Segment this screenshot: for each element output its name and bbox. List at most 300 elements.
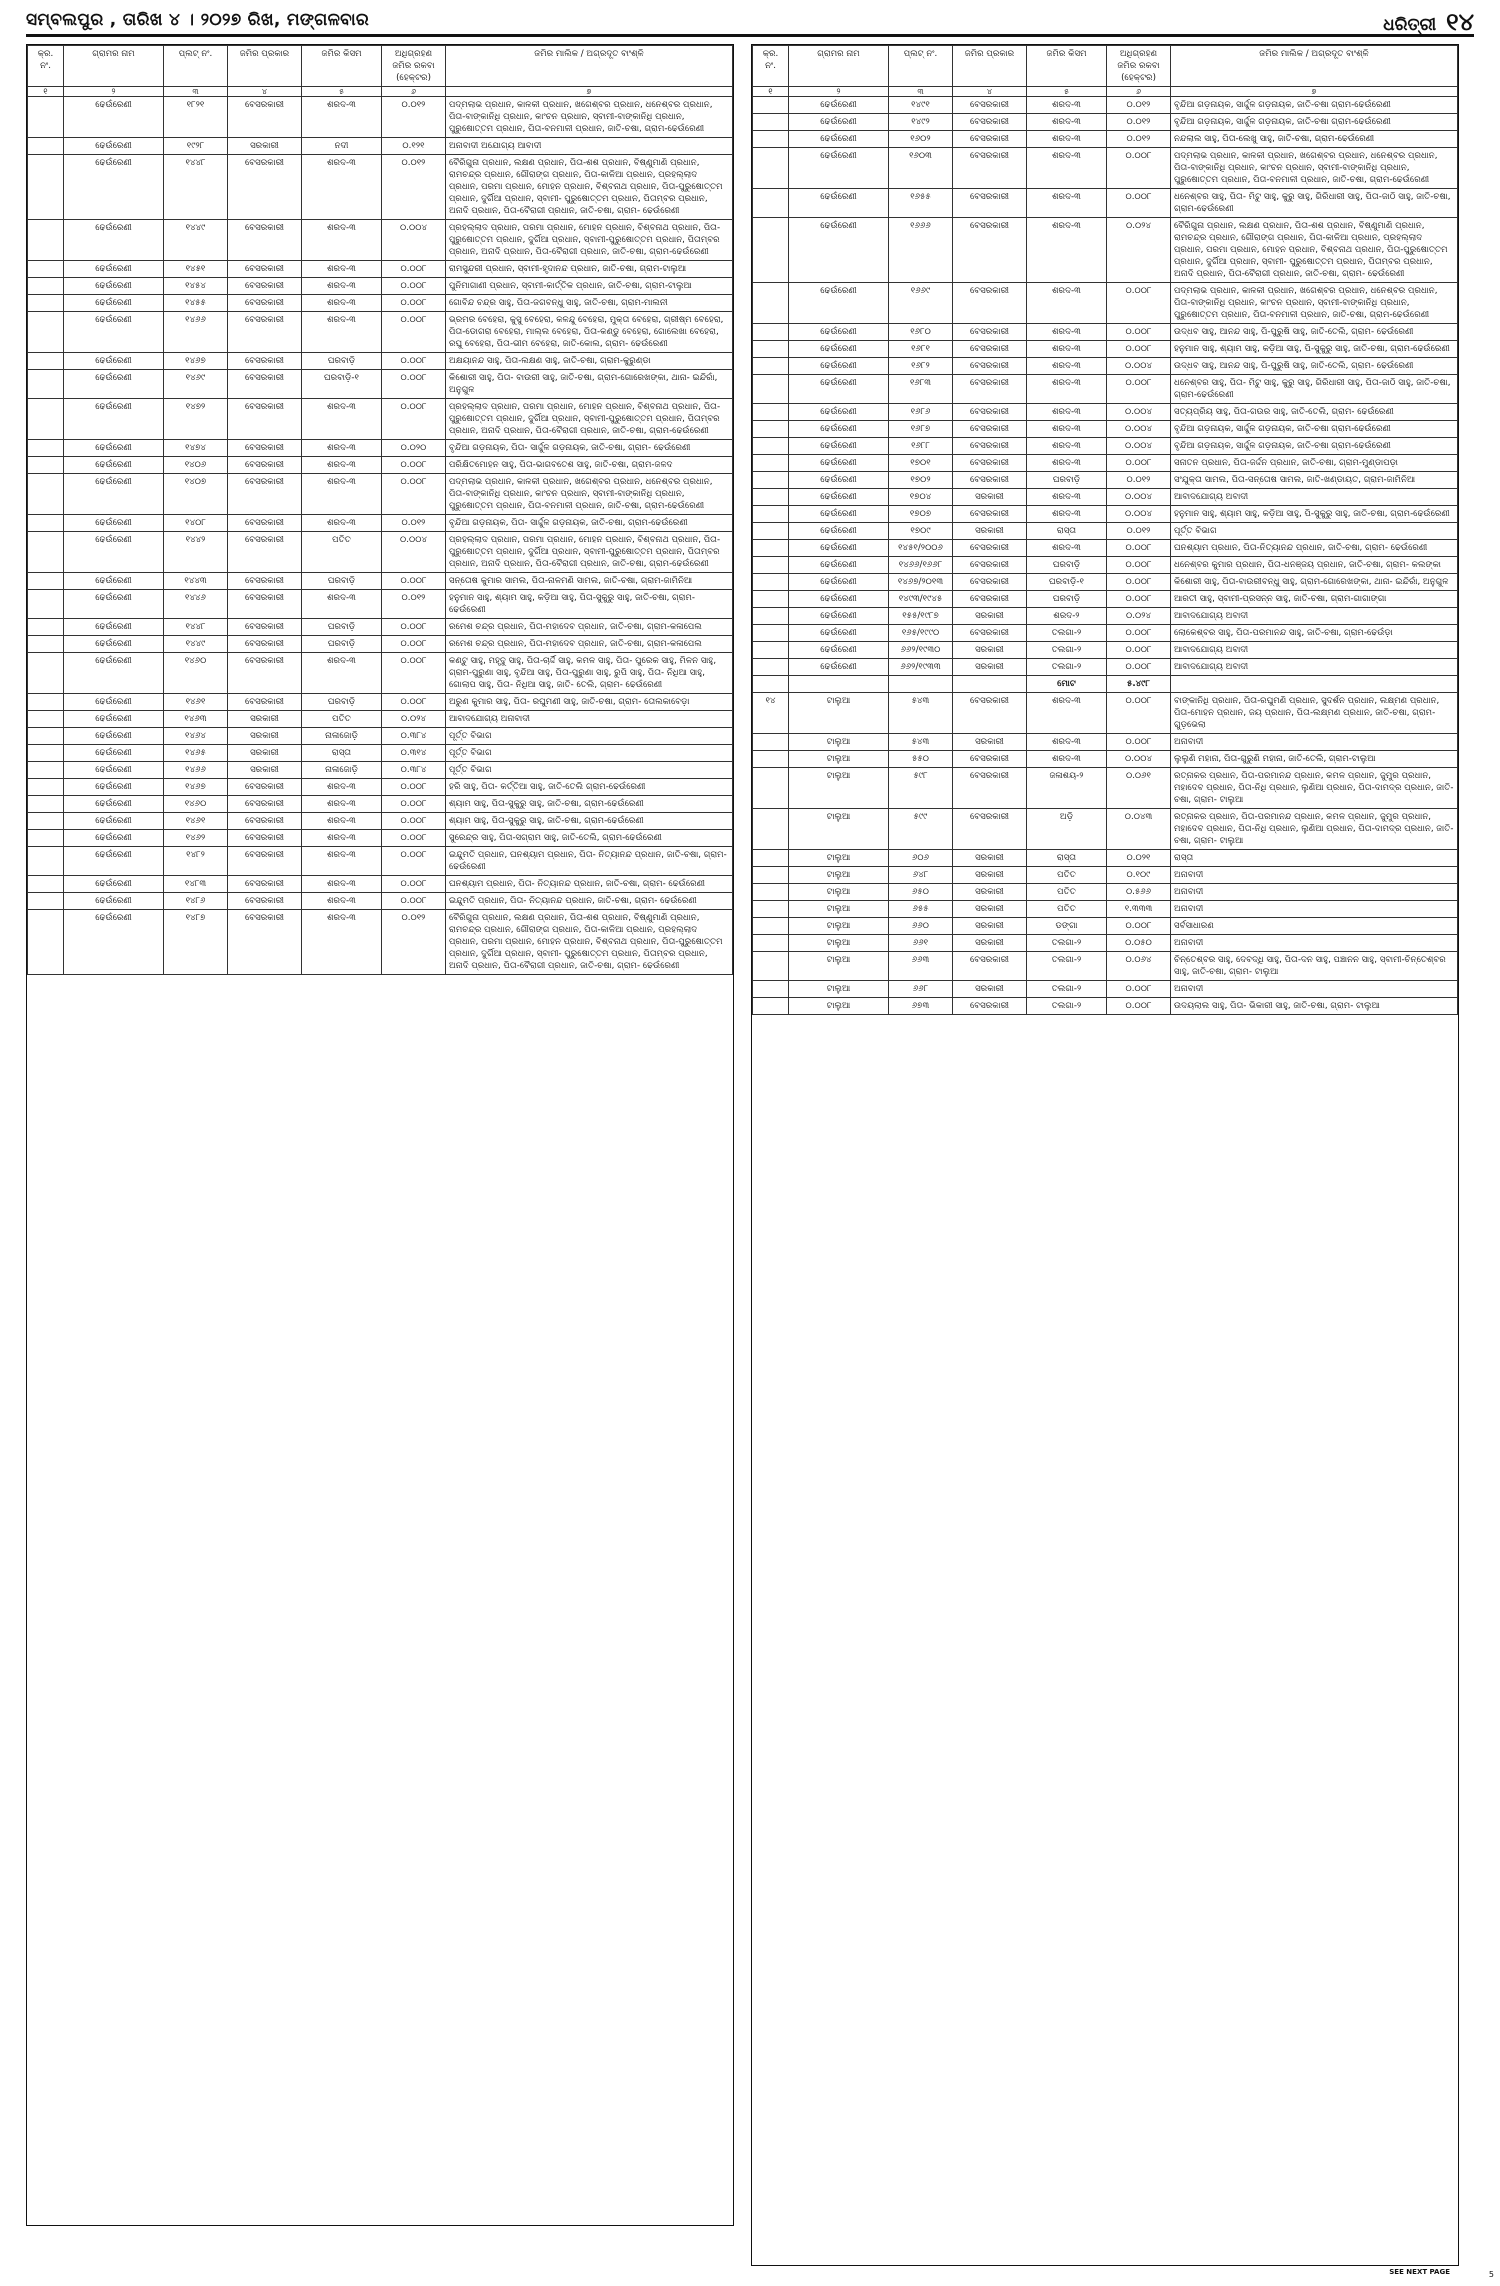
cell-area: ୦.୦୦୮ xyxy=(1107,642,1171,659)
cell-sl xyxy=(28,440,64,457)
cell-type: ବେସରକାରୀ xyxy=(953,952,1027,981)
cell-area: ୦.୦୦୪ xyxy=(1107,421,1171,438)
cell-type: ସରକାରୀ xyxy=(953,901,1027,918)
cell-village: ଢେଉଁରେଣୀ xyxy=(64,515,164,532)
cell-sl xyxy=(753,625,789,642)
cell-owner: ଅନାବାଦୀ xyxy=(1171,901,1458,918)
cell-sl xyxy=(28,830,64,847)
cell-owner: ବୃନ୍ଦିଆ ଗଡ଼ନାୟକ, ସାର୍ଦ୍ଦୁଳ ଗଡ଼ନାୟକ, ଜାତି-ଚଷା ଗ୍ରାମ-ଢେଉଁରେଣୀ xyxy=(1171,438,1458,455)
table-row xyxy=(753,901,1458,918)
cell-kisam: ଘରବାଡ଼ି xyxy=(1027,557,1107,574)
cell-sl xyxy=(753,131,789,148)
cell-type: ବେସରକାରୀ xyxy=(953,998,1027,1015)
cell-village: ଢେଉଁରେଣୀ xyxy=(789,375,889,404)
cell-kisam: ଜଳାଶୟ-୨ xyxy=(1027,768,1107,809)
cell-village: ଢେଉଁରେଣୀ xyxy=(789,489,889,506)
col-header-sl: କ୍ର. ନଂ. xyxy=(28,46,64,87)
cell-plot: ୧୪୪୯ xyxy=(164,220,228,261)
table-row xyxy=(753,489,1458,506)
column-number-row xyxy=(28,87,733,97)
cell-plot: ୧୪୫୪ xyxy=(164,278,228,295)
col-number: ୫ xyxy=(1027,87,1107,97)
cell-kisam: ଶରଦ-୩ xyxy=(302,813,382,830)
cell-plot: ୧୪୫୧ xyxy=(164,261,228,278)
cell-owner: ପଦ୍ମଲାଭ ପ୍ରଧାନ, କାଳକୀ ପ୍ରଧାନ, ଖଗେଶ୍ବର ପ୍ରଧାନ, ଧନେଶ୍ବର ପ୍ରଧାନ, ପିତା-ବାଙ୍କାନିଧି ପ୍ରଧାନ, କାଂଚନ ପ୍ରଧାନ, ସ୍ବାମୀ-ବାଙ୍କାନିଧି ପ୍ରଧାନ, ପୁରୁଷୋତ୍ତମ ପ୍ରଧାନ, ପିତା-ବନମାଳୀ ପ୍ରଧାନ, ଜାତି-ଚଷା, ଗ୍ରାମ-ଢେଉଁରେଣୀ xyxy=(1171,148,1458,189)
cell-area: ୦.୦୦୮ xyxy=(382,694,446,711)
cell-plot: ୧୪୫୧/୨୦୦୬ xyxy=(889,540,953,557)
table-row xyxy=(753,189,1458,218)
cell-owner: ଶ୍ୟାମ ସାହୁ, ପିତା-ସୁକୁରୁ ସାହୁ, ଜାତି-ଚଷା, ଗ୍ରାମ-ଢେଉଁରେଣୀ xyxy=(446,813,733,830)
cell-owner: ସତ୍ୟପ୍ରିୟ ସାହୁ, ପିତା-ଗଉର ସାହୁ, ଜାତି-ତେଲି, ଗ୍ରାମ- ଢେଉଁରେଣୀ xyxy=(1171,404,1458,421)
cell-kisam: ଶରଦ-୩ xyxy=(1027,421,1107,438)
col-number: ୪ xyxy=(228,87,302,97)
col-header-sl: କ୍ର. ନଂ. xyxy=(753,46,789,87)
cell-kisam: ଶରଦ-୩ xyxy=(1027,404,1107,421)
table-row xyxy=(28,261,733,278)
cell-owner: ବୃନ୍ଦିଆ ଗଡ଼ନାୟକ, ପିତା- ସାର୍ଦ୍ଦୁଳ ଗଡ଼ନାୟକ, ଜାତି-ଚଷା, ଗ୍ରାମ-ଢେଉଁରେଣୀ xyxy=(446,515,733,532)
cell-area: ୦.୦୦୮ xyxy=(1107,283,1171,324)
cell-type: ବେସରକାରୀ xyxy=(228,796,302,813)
cell-owner: ହନୁମାନ ସାହୁ, ଶ୍ୟାମ ସାହୁ, କଡ଼ିଆ ସାହୁ, ପିତା-ସୁକୁରୁ ସାହୁ, ଜାତି-ଚଷା, ଗ୍ରାମ-ଢେଉଁରେଣୀ xyxy=(446,590,733,619)
cell-plot: ୧୪୬୬ xyxy=(164,762,228,779)
cell-type: ବେସରକାରୀ xyxy=(228,312,302,353)
cell-owner: ବୃନ୍ଦିଆ ଗଡ଼ନାୟକ, ପିତା- ସାର୍ଦ୍ଦୁଳ ଗଡ଼ନାୟକ, ଜାତି-ଚଷା, ଗ୍ରାମ- ଢେଉଁରେଣୀ xyxy=(446,440,733,457)
cell-sl xyxy=(753,768,789,809)
cell-area: ୦.୦୦୮ xyxy=(1107,324,1171,341)
cell-owner: ଇନ୍ଦୁମତି ପ୍ରଧାନ, ଘନଶ୍ୟାମ ପ୍ରଧାନ, ପିତା- ନିତ୍ୟାନନ୍ଦ ପ୍ରଧାନ, ଜାତି-ଚଷା, ଗ୍ରାମ- ଢେଉଁରେଣୀ xyxy=(446,847,733,876)
cell-area: ୦.୦୦୪ xyxy=(1107,751,1171,768)
cell-area: ୦.୦୦୪ xyxy=(1107,489,1171,506)
table-row xyxy=(28,220,733,261)
cell-village: ଟାଲୁଆ xyxy=(789,918,889,935)
cell-owner: ଅନାବାଦୀ xyxy=(1171,935,1458,952)
cell-type: ବେସରକାରୀ xyxy=(228,515,302,532)
col-header-plot: ପ୍ଲଟ୍ ନଂ. xyxy=(164,46,228,87)
cell-area: ୦.୦୧୨ xyxy=(382,515,446,532)
cell-sl xyxy=(28,779,64,796)
cell-type: ବେସରକାରୀ xyxy=(953,97,1027,114)
cell-kisam: ଶରଦ-୩ xyxy=(302,261,382,278)
cell-area: ୦.୦୨୪ xyxy=(1107,608,1171,625)
cell-owner: ପୂର୍ତ୍ତ ବିଭାଗ xyxy=(446,728,733,745)
cell-plot: ୧୬୫/୧୯୯୦ xyxy=(889,625,953,642)
cell-area: ୦.୦୧୨ xyxy=(1107,523,1171,540)
cell-type: ବେସରକାରୀ xyxy=(228,779,302,796)
cell-owner: ପ୍ରହଲ୍ଲାଦ ପ୍ରଧାନ, ପରମା ପ୍ରଧାନ, ମୋହନ ପ୍ରଧାନ, ବିଶ୍ବନାଥ ପ୍ରଧାନ, ପିତା- ପୁରୁଷୋତ୍ତମ ପ୍ରଧାନ, ଦୁର୍ଗିଆ ପ୍ରଧାନ, ସ୍ବାମୀ-ପୁରୁଷୋତ୍ତମ ପ୍ରଧାନ, ପିତାମ୍ବର ପ୍ରଧାନ, ଅନାଦି ପ୍ରଧାନ, ପିତା-ବୈରାଗୀ ପ୍ରଧାନ, ଜାତି-ଚଷା, ଗ୍ରାମ-ଢେଉଁରେଣୀ xyxy=(446,399,733,440)
table-row xyxy=(753,935,1458,952)
cell-plot: ୧୭୦୧ xyxy=(889,455,953,472)
cell-plot: ୬୬୧ xyxy=(889,935,953,952)
cell-type: ବେସରକାରୀ xyxy=(953,751,1027,768)
table-row xyxy=(753,557,1458,574)
cell-sl: ୧୪ xyxy=(753,693,789,734)
cell-village: ଢେଉଁରେଣୀ xyxy=(789,659,889,676)
cell-area: ୦.୦୧୨ xyxy=(1107,131,1171,148)
cell-kisam: ରାସ୍ତା xyxy=(1027,523,1107,540)
cell-type: ସରକାରୀ xyxy=(228,138,302,155)
cell-kisam: ଶରଦ-୩ xyxy=(1027,148,1107,189)
cell-kisam: ପତିତ xyxy=(1027,884,1107,901)
cell-sl xyxy=(753,341,789,358)
table-header-row xyxy=(28,46,733,87)
cell-area: ୦.୦୧୨ xyxy=(382,910,446,975)
cell-owner: ଅନାବାଦୀ xyxy=(1171,981,1458,998)
table-row xyxy=(753,324,1458,341)
cell-kisam: ପତିତ xyxy=(1027,867,1107,884)
cell-plot: ୧୪୪୮ xyxy=(164,619,228,636)
cell-village: ଢେଉଁରେଣୀ xyxy=(789,438,889,455)
table-row xyxy=(28,796,733,813)
cell-owner: ଲୋକେଶ୍ବର ସାହୁ, ପିତା-ପରମାନନ୍ଦ ସାହୁ, ଜାତି-ଚଷା, ଗ୍ରାମ-ଢେଉଁଡ଼ା xyxy=(1171,625,1458,642)
cell-plot: ୧୪୦୭ xyxy=(164,474,228,515)
table-row xyxy=(753,981,1458,998)
cell-type: ବେସରକାରୀ xyxy=(228,694,302,711)
cell-village: ଢେଉଁରେଣୀ xyxy=(64,619,164,636)
cell-plot: ୧୬୮୧ xyxy=(889,341,953,358)
col-number: ୬ xyxy=(382,87,446,97)
table-row xyxy=(28,745,733,762)
cell-village: ଢେଉଁରେଣୀ xyxy=(64,796,164,813)
cell-village: ଟାଲୁଆ xyxy=(789,850,889,867)
cell-plot: ୧୬୦୩ xyxy=(889,148,953,189)
cell-kisam: ଶରଦ-୩ xyxy=(302,590,382,619)
cell-sl xyxy=(753,850,789,867)
cell-kisam: ଶରଦ-୩ xyxy=(1027,438,1107,455)
cell-village: ଟାଲୁଆ xyxy=(789,952,889,981)
cell-sl xyxy=(753,324,789,341)
cell-owner: ଗୋବିନ୍ଦ ଚନ୍ଦ୍ର ସାହୁ, ପିତା-ଜଗବନ୍ଧୁ ସାହୁ, ଜାତି-ଚଷା, ଗ୍ରାମ-ମାଲନୀ xyxy=(446,295,733,312)
cell-type: ବେସରକାରୀ xyxy=(953,114,1027,131)
left-table-body xyxy=(28,97,733,975)
cell-village: ଢେଉଁରେଣୀ xyxy=(64,532,164,573)
cell-village: ଢେଉଁରେଣୀ xyxy=(789,114,889,131)
cell-village: ଢେଉଁରେଣୀ xyxy=(64,474,164,515)
table-row xyxy=(28,711,733,728)
col-number: ୭ xyxy=(446,87,733,97)
cell-owner: ଘନଶ୍ୟାମ ପ୍ରଧାନ, ପିତା-ନିତ୍ୟାନନ୍ଦ ପ୍ରଧାନ, ଜାତି-ଚଷା, ଗ୍ରାମ- ଢେଉଁରେଣୀ xyxy=(1171,540,1458,557)
cell-village: ଢେଉଁରେଣୀ xyxy=(64,779,164,796)
cell-area: ୦.୦୦୮ xyxy=(382,573,446,590)
cell-sl xyxy=(28,796,64,813)
cell-village: ଢେଉଁରେଣୀ xyxy=(64,97,164,138)
cell-sl xyxy=(28,474,64,515)
cell-type: ବେସରକାରୀ xyxy=(228,636,302,653)
cell-kisam: ଶରଦ-୩ xyxy=(1027,734,1107,751)
table-row xyxy=(28,830,733,847)
cell-type: ବେସରକାରୀ xyxy=(953,404,1027,421)
table-row xyxy=(28,312,733,353)
cell-area: ୦.୦୨୦ xyxy=(382,440,446,457)
table-row xyxy=(28,619,733,636)
cell-area: ୦.୦୦୮ xyxy=(1107,455,1171,472)
cell-owner xyxy=(1171,676,1458,693)
cell-village: ଟାଲୁଆ xyxy=(789,809,889,850)
cell-sl xyxy=(753,189,789,218)
cell-area: ୦.୦୦୮ xyxy=(382,457,446,474)
cell-plot: ୧୮୨୧ xyxy=(164,97,228,138)
cell-owner: ପୂର୍ତ୍ତ ବିଭାଗ xyxy=(446,745,733,762)
col-header-kisam: ଜମିର କିସମ xyxy=(1027,46,1107,87)
table-row xyxy=(28,370,733,399)
cell-kisam: ଶରଦ-୩ xyxy=(302,295,382,312)
cell-type: ବେସରକାରୀ xyxy=(228,532,302,573)
cell-plot: ୧୫୫/୧୯୮୭ xyxy=(889,608,953,625)
table-row xyxy=(753,591,1458,608)
cell-plot: ୧୭୦୯ xyxy=(889,523,953,540)
cell-village: ଢେଉଁରେଣୀ xyxy=(64,653,164,694)
table-row xyxy=(753,438,1458,455)
cell-kisam: ଶରଦ-୩ xyxy=(1027,131,1107,148)
right-table-body xyxy=(753,97,1458,1015)
cell-area: ୦.୩୮୪ xyxy=(382,728,446,745)
cell-area: ୦.୦୦୮ xyxy=(1107,591,1171,608)
cell-village: ଢେଉଁରେଣୀ xyxy=(64,847,164,876)
cell-kisam: ଶରଦ-୩ xyxy=(1027,506,1107,523)
cell-type: ସରକାରୀ xyxy=(953,642,1027,659)
cell-plot: ୧୪୬୧ xyxy=(164,694,228,711)
cell-type: ସରକାରୀ xyxy=(953,850,1027,867)
dateline: ସମ୍ବଲପୁର , ତାରିଖ ୪ । ୨୦୨୭ ରିଖ, ମଙ୍ଗଳବାର xyxy=(26,10,370,30)
cell-owner: ପରିକ୍ଷିତମୋହନ ସାହୁ, ପିତା-ଭାଗବତେଶ ସାହୁ, ଜାତି-ଚଷା, ଗ୍ରାମ-ଜଳଦ xyxy=(446,457,733,474)
cell-area: ୦.୦୦୮ xyxy=(382,474,446,515)
cell-sl xyxy=(28,399,64,440)
cell-owner: ରାମସୁନ୍ଦରୀ ପ୍ରଧାନ, ସ୍ବାମୀ-ହୃଦାନନ୍ଦ ପ୍ରଧାନ, ଜାତି-ଚଷା, ଗ୍ରାମ-ଟାଲୁଆ xyxy=(446,261,733,278)
col-header-kisam: ଜମିର କିସମ xyxy=(302,46,382,87)
cell-sl xyxy=(28,636,64,653)
cell-owner: ଉଦ୍ଧବ ସାହୁ, ଆନନ୍ଦ ସାହୁ, ପି-ପୁରୁଷି ସାହୁ, ଜାତି-ତେଲି, ଗ୍ରାମ- ଢେଉଁରେଣୀ xyxy=(1171,324,1458,341)
cell-kisam: ଶରଦ-୩ xyxy=(302,399,382,440)
cell-type: ସରକାରୀ xyxy=(953,867,1027,884)
cell-owner: ଆବାଦଯୋଗ୍ୟ ଅବାଦୀ xyxy=(1171,489,1458,506)
cell-plot: ୧୪୬୨ xyxy=(164,830,228,847)
cell-kisam: ଘରବାଡ଼ି xyxy=(302,353,382,370)
col-header-village: ଗ୍ରାମର ନାମ xyxy=(64,46,164,87)
cell-type: ବେସରକାରୀ xyxy=(953,131,1027,148)
cell-owner: ଅନାବାଦୀ xyxy=(1171,867,1458,884)
cell-owner: ବୃନ୍ଦିଆ ଗଡ଼ନାୟକ, ସାର୍ଦ୍ଦୁଳ ଗଡ଼ନାୟକ, ଜାତି-ଚଷା ଗ୍ରାମ-ଢେଉଁରେଣୀ xyxy=(1171,114,1458,131)
cell-plot: ୫୯୮ xyxy=(889,768,953,809)
cell-plot: ୧୪୦୬ xyxy=(164,457,228,474)
cell-kisam: ନଦୀ xyxy=(302,138,382,155)
cell-kisam: ତଲଗା-୨ xyxy=(1027,998,1107,1015)
cell-village: ଟାଲୁଆ xyxy=(789,751,889,768)
cell-village: ଢେଉଁରେଣୀ xyxy=(789,557,889,574)
cell-area: ୦.୦୦୮ xyxy=(382,779,446,796)
cell-kisam: ଶରଦ-୩ xyxy=(1027,751,1107,768)
cell-sl xyxy=(753,574,789,591)
cell-type: ବେସରକାରୀ xyxy=(228,353,302,370)
cell-owner: ଅନାବାଦୀ ଅଯୋଗ୍ୟ ଆବାଦୀ xyxy=(446,138,733,155)
cell-plot: ୧୪୬୦ xyxy=(164,796,228,813)
cell-area: ୦.୦୦୪ xyxy=(1107,506,1171,523)
cell-sl xyxy=(753,952,789,981)
table-row xyxy=(28,515,733,532)
col-number: ୭ xyxy=(1171,87,1458,97)
cell-village: ଢେଉଁରେଣୀ xyxy=(64,457,164,474)
cell-area: ୦.୦୧୨ xyxy=(382,590,446,619)
cell-owner: ବୈରିଗୁନା ପ୍ରଧାନ, ଲକ୍ଷଣ ପ୍ରଧାନ, ପିତା-ଶଶ ପ୍ରଧାନ, ବିଷ୍ଣୁମାଣି ପ୍ରଧାନ, ରାମଚନ୍ଦ୍ର ପ୍ରଧାନ, ଗୌରାଙ୍ଗ ପ୍ରଧାନ, ପିତା-କାଳିଆ ପ୍ରଧାନ, ପ୍ରହଲ୍ଲାଦ ପ୍ରଧାନ, ପରମା ପ୍ରଧାନ, ମୋହନ ପ୍ରଧାନ, ବିଶ୍ବନାଥ ପ୍ରଧାନ, ପିତା-ପୁରୁଷୋତ୍ତମ ପ୍ରଧାନ, ଦୁର୍ଗିଆ ପ୍ରଧାନ, ସ୍ବାମୀ- ପୁରୁଷୋତ୍ତମ ପ୍ରଧାନ, ପିତାମ୍ବର ପ୍ରଧାନ, ଅନାଦି ପ୍ରଧାନ, ପିତା-ବୈରାଗୀ ପ୍ରଧାନ, ଜାତି-ଚଷା, ଗ୍ରାମ- ଢେଉଁରେଣୀ xyxy=(446,155,733,220)
cell-owner: ପଦ୍ମଲାଭ ପ୍ରଧାନ, କାଳକୀ ପ୍ରଧାନ, ଖଗେଶ୍ବର ପ୍ରଧାନ, ଧନେଶ୍ବର ପ୍ରଧାନ, ପିତା-ବାଙ୍କାନିଧି ପ୍ରଧାନ, କାଂଚନ ପ୍ରଧାନ, ସ୍ବାମୀ-ବାଙ୍କାନିଧି ପ୍ରଧାନ, ପୁରୁଷୋତ୍ତମ ପ୍ରଧାନ, ପିତା-ବନମାଳୀ ପ୍ରଧାନ, ଜାତି-ଚଷା, ଗ୍ରାମ-ଢେଉଁରେଣୀ xyxy=(1171,283,1458,324)
cell-plot: ୬୭୩ xyxy=(889,998,953,1015)
cell-owner: ଉଦ୍ଧବ ସାହୁ, ଆନନ୍ଦ ସାହୁ, ପି-ପୁରୁଷି ସାହୁ, ଜାତି-ତେଲି, ଗ୍ରାମ- ଢେଉଁରେଣୀ xyxy=(1171,358,1458,375)
cell-type: ବେସରକାରୀ xyxy=(228,573,302,590)
cell-plot: ୧୯୨୮ xyxy=(164,138,228,155)
cell-kisam: ଶରଦ-୩ xyxy=(302,653,382,694)
cell-owner: ରତ୍ନାକର ପ୍ରଧାନ, ପିତା-ପରମାନନ୍ଦ ପ୍ରଧାନ, କମଳ ପ୍ରଧାନ, ଜୁମୁର ପ୍ରଧାନ, ମହାଦେବ ପ୍ରଧାନ, ପିତା-ନିଧି ପ୍ରଧାନ, ଲୁଣିଆ ପ୍ରଧାନ, ପିତା-ଦାମଦ୍ର ପ୍ରଧାନ, ଜାତି-ଚଷା, ଗ୍ରାମ- ଟାଲୁଆ xyxy=(1171,809,1458,850)
table-row xyxy=(753,693,1458,734)
cell-sl xyxy=(753,659,789,676)
cell-kisam: ତଲଗା-୨ xyxy=(1027,642,1107,659)
cell-kisam: ଶରଦ-୩ xyxy=(1027,375,1107,404)
cell-kisam: ଶରଦ-୩ xyxy=(1027,283,1107,324)
col-header-area: ଅଧିଗ୍ରହଣ ଜମିର ରକବା (ହେକ୍ଟର) xyxy=(382,46,446,87)
table-row xyxy=(28,876,733,893)
cell-area: ୦.୦୦୮ xyxy=(1107,625,1171,642)
cell-sl xyxy=(753,642,789,659)
table-row xyxy=(753,114,1458,131)
cell-sl xyxy=(753,591,789,608)
cell-sl xyxy=(753,918,789,935)
cell-type: ବେସରକାରୀ xyxy=(228,370,302,399)
cell-type: ବେସରକାରୀ xyxy=(228,813,302,830)
cell-plot: ୧୭୦୨ xyxy=(889,472,953,489)
table-row xyxy=(28,779,733,796)
table-row xyxy=(28,636,733,653)
cell-kisam: ତଲଗା-୨ xyxy=(1027,981,1107,998)
cell-plot: ୧୪୬୧ xyxy=(164,813,228,830)
cell-sl xyxy=(753,148,789,189)
cell-type: ବେସରକାରୀ xyxy=(953,375,1027,404)
newspaper-header xyxy=(26,8,1474,37)
cell-sl xyxy=(28,893,64,910)
table-row xyxy=(753,421,1458,438)
cell-type: ବେସରକାରୀ xyxy=(953,591,1027,608)
cell-kisam: ଶରଦ-୩ xyxy=(1027,341,1107,358)
cell-kisam: ଘରବାଡ଼ି xyxy=(302,619,382,636)
left-table-panel xyxy=(26,44,734,2226)
cell-area: ୦.୦୨୪ xyxy=(1107,218,1171,283)
cell-village: ଢେଉଁରେଣୀ xyxy=(789,642,889,659)
cell-type: ବେସରକାରୀ xyxy=(228,653,302,694)
table-row xyxy=(753,404,1458,421)
cell-plot: ୧୪୭୪ xyxy=(164,440,228,457)
table-row xyxy=(753,809,1458,850)
cell-type: ବେସରକାରୀ xyxy=(228,847,302,876)
cell-plot: ୬୦୬ xyxy=(889,850,953,867)
cell-plot: ୧୪୬୫ xyxy=(164,745,228,762)
cell-area: ୦.୦୦୮ xyxy=(382,653,446,694)
cell-type: ବେସରକାରୀ xyxy=(228,295,302,312)
cell-area: ୦.୦୦୮ xyxy=(382,796,446,813)
cell-area: ୦.୦୦୮ xyxy=(382,636,446,653)
cell-owner: ରମେଶ ଚନ୍ଦ୍ର ପ୍ରଧାନ, ପିତା-ମହାଦେବ ପ୍ରଧାନ, ଜାତି-ଚଷା, ଗ୍ରାମ-କଳାପେଲ xyxy=(446,636,733,653)
cell-type: ବେସରକାରୀ xyxy=(228,261,302,278)
total-row xyxy=(753,676,1458,693)
cell-village: ଢେଉଁରେଣୀ xyxy=(64,711,164,728)
cell-area: ୦.୦୦୮ xyxy=(1107,659,1171,676)
table-row xyxy=(753,768,1458,809)
cell-sl xyxy=(28,312,64,353)
cell-plot: ୬୪୮ xyxy=(889,867,953,884)
cell-village: ଢେଉଁରେଣୀ xyxy=(64,573,164,590)
cell-area: ୦.୧୨୧ xyxy=(382,138,446,155)
cell-owner: ସର୍ବସାଧାରଣ xyxy=(1171,918,1458,935)
cell-owner: ବୃନ୍ଦିଆ ଗଡ଼ନାୟକ, ସାର୍ଦ୍ଦୁଳ ଗଡ଼ନାୟକ, ଜାତି-ଚଷା ଗ୍ରାମ-ଢେଉଁରେଣୀ xyxy=(1171,97,1458,114)
cell-village: ଢେଉଁରେଣୀ xyxy=(789,131,889,148)
cell-sl xyxy=(28,515,64,532)
cell-area: ୦.୦୪୩ xyxy=(1107,809,1171,850)
cell-type: ବେସରକାରୀ xyxy=(228,619,302,636)
cell-village xyxy=(789,676,889,693)
table-row xyxy=(28,653,733,694)
cell-sl xyxy=(753,506,789,523)
col-number: ୪ xyxy=(953,87,1027,97)
cell-sl xyxy=(28,278,64,295)
table-row xyxy=(753,625,1458,642)
cell-owner: ପୂର୍ତ୍ତ ବିଭାଗ xyxy=(446,762,733,779)
cell-kisam: ଘରବାଡ଼ି xyxy=(302,694,382,711)
col-header-plot: ପ୍ଲଟ୍ ନଂ. xyxy=(889,46,953,87)
cell-kisam: ତଲଗା-୨ xyxy=(1027,625,1107,642)
cell-area: ୦.୦୦୮ xyxy=(1107,557,1171,574)
cell-kisam: ପତିତ xyxy=(302,711,382,728)
cell-sl xyxy=(28,457,64,474)
cell-village: ଢେଉଁରେଣୀ xyxy=(789,523,889,540)
cell-owner: ବୈରିଗୁନା ପ୍ରଧାନ, ଲକ୍ଷଣ ପ୍ରଧାନ, ପିତା-ଶଶ ପ୍ରଧାନ, ବିଷ୍ଣୁମାଣି ପ୍ରଧାନ, ରାମଚନ୍ଦ୍ର ପ୍ରଧାନ, ଗୌରାଙ୍ଗ ପ୍ରଧାନ, ପିତା-କାଳିଆ ପ୍ରଧାନ, ପ୍ରହଲ୍ଲାଦ ପ୍ରଧାନ, ପରମା ପ୍ରଧାନ, ମୋହନ ପ୍ରଧାନ, ବିଶ୍ବନାଥ ପ୍ରଧାନ, ପିତା-ପୁରୁଷୋତ୍ତମ ପ୍ରଧାନ, ଦୁର୍ଗିଆ ପ୍ରଧାନ, ସ୍ବାମୀ- ପୁରୁଷୋତ୍ତମ ପ୍ରଧାନ, ପିତାମ୍ବର ପ୍ରଧାନ, ଅନାଦି ପ୍ରଧାନ, ପିତା-ବୈରାଗୀ ପ୍ରଧାନ, ଜାତି-ଚଷା, ଗ୍ରାମ- ଢେଉଁରେଣୀ xyxy=(446,910,733,975)
cell-village: ଢେଉଁରେଣୀ xyxy=(789,591,889,608)
cell-kisam: ଶରଦ-୩ xyxy=(1027,324,1107,341)
cell-area: ୦.୦୦୮ xyxy=(1107,540,1171,557)
cell-plot: ୧୪୬୬/୧୬୬୮ xyxy=(889,557,953,574)
cell-type: ବେସରକାରୀ xyxy=(228,399,302,440)
cell-type: ବେସରକାରୀ xyxy=(953,574,1027,591)
cell-area: ୦.୦୦୮ xyxy=(382,619,446,636)
cell-kisam: ଶରଦ-୩ xyxy=(1027,540,1107,557)
cell-kisam: ଶରଦ-୩ xyxy=(302,220,382,261)
cell-area: ୦.୦୫୦ xyxy=(1107,935,1171,952)
table-row xyxy=(28,353,733,370)
cell-area: ୫.୪୯୮ xyxy=(1107,676,1171,693)
cell-type: ବେସରକାରୀ xyxy=(228,440,302,457)
cell-sl xyxy=(28,745,64,762)
cell-owner: ଆବାଦଯୋଗ୍ୟ ଅନାବାଦୀ xyxy=(446,711,733,728)
cell-sl xyxy=(28,653,64,694)
cell-area: ୦.୦୦୪ xyxy=(382,220,446,261)
cell-plot: ୧୪୪୬ xyxy=(164,590,228,619)
cell-type: ବେସରକାରୀ xyxy=(953,540,1027,557)
cell-village: ଢେଉଁରେଣୀ xyxy=(789,283,889,324)
cell-area: ୦.୦୧୨ xyxy=(382,97,446,138)
cell-area: ୦.୦୦୪ xyxy=(1107,358,1171,375)
cell-village: ଢେଉଁରେଣୀ xyxy=(789,189,889,218)
cell-plot: ୧୪୮୨ xyxy=(164,847,228,876)
cell-area: ୦.୫୬୬ xyxy=(1107,884,1171,901)
cell-owner: କିଶୋରୀ ସାହୁ, ପିତା- ବାଉରୀ ସାହୁ, ଜାତି-ଚଷା, ଗ୍ରାମ-ଗୋରେଖଙ୍କା, ଥାନା- ଇନ୍ଦିରାଁ, ଅନୁଗୁଳ xyxy=(446,370,733,399)
cell-plot: ୬୬୦ xyxy=(889,918,953,935)
cell-sl xyxy=(28,220,64,261)
cell-type: ସରକାରୀ xyxy=(953,489,1027,506)
cell-plot: ୬୫୫ xyxy=(889,901,953,918)
cell-owner: ପୂର୍ତ୍ତ ବିଭାଗ xyxy=(1171,523,1458,540)
cell-kisam: ପତିତ xyxy=(1027,901,1107,918)
table-row xyxy=(753,642,1458,659)
cell-village: ଢେଉଁରେଣୀ xyxy=(64,910,164,975)
cell-type: ସରକାରୀ xyxy=(953,918,1027,935)
cell-plot: ୧୪୬୬ xyxy=(164,312,228,353)
cell-plot: ୧୬୮୨ xyxy=(889,358,953,375)
cell-area: ୦.୦୬୧ xyxy=(1107,768,1171,809)
newspaper-name: ଧରିତ୍ରୀ xyxy=(1383,15,1437,35)
